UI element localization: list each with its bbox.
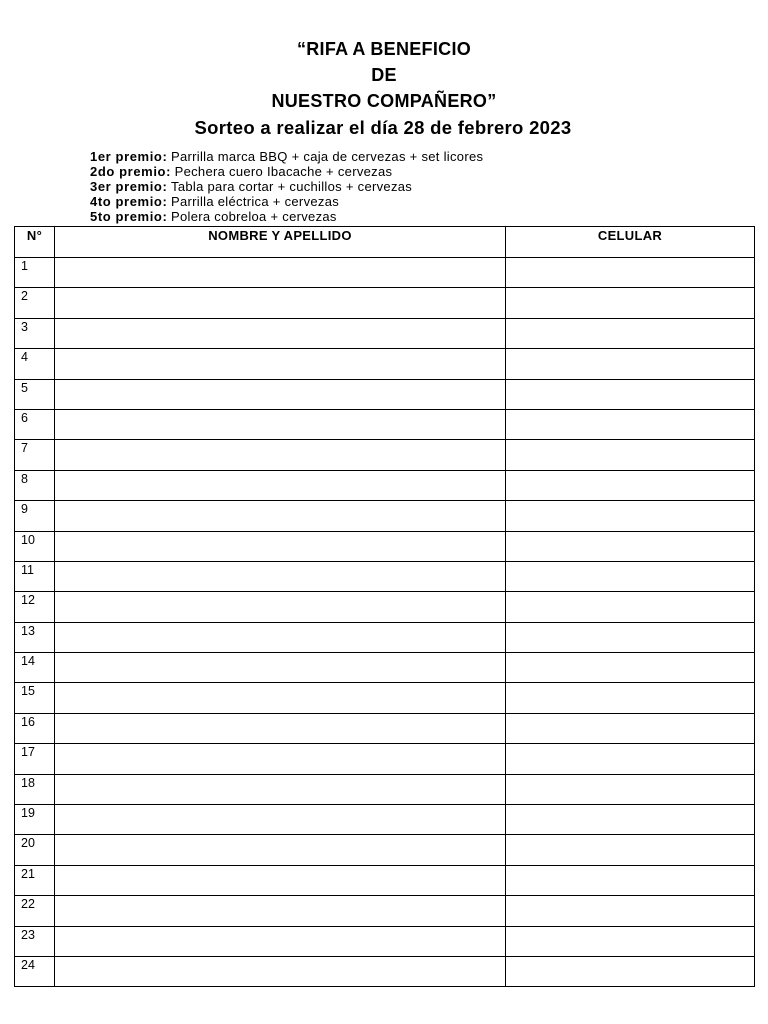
prize-item xyxy=(90,149,483,164)
phone-cell[interactable] xyxy=(506,653,755,683)
prize-label: 2do premio: xyxy=(90,164,171,179)
phone-cell[interactable] xyxy=(506,956,755,986)
prize-description: Parrilla marca BBQ + caja de cervezas + set licores xyxy=(171,149,484,164)
name-cell[interactable] xyxy=(55,683,506,713)
table-row xyxy=(15,926,755,956)
phone-cell[interactable] xyxy=(506,561,755,591)
prize-item xyxy=(90,164,483,179)
name-cell[interactable] xyxy=(55,835,506,865)
row-number: 2 xyxy=(15,288,55,318)
name-cell[interactable] xyxy=(55,531,506,561)
phone-cell[interactable] xyxy=(506,318,755,348)
name-cell[interactable] xyxy=(55,440,506,470)
name-cell[interactable] xyxy=(55,349,506,379)
phone-cell[interactable] xyxy=(506,258,755,288)
name-cell[interactable] xyxy=(55,805,506,835)
table-row xyxy=(15,379,755,409)
row-number: 1 xyxy=(15,258,55,288)
phone-cell[interactable] xyxy=(506,470,755,500)
name-cell[interactable] xyxy=(55,956,506,986)
column-header-number: N° xyxy=(15,227,55,258)
table-row xyxy=(15,713,755,743)
row-number: 18 xyxy=(15,774,55,804)
name-cell[interactable] xyxy=(55,653,506,683)
name-cell[interactable] xyxy=(55,774,506,804)
table-row xyxy=(15,835,755,865)
table-row xyxy=(15,470,755,500)
row-number: 9 xyxy=(15,501,55,531)
phone-cell[interactable] xyxy=(506,531,755,561)
row-number: 15 xyxy=(15,683,55,713)
table-row xyxy=(15,501,755,531)
row-number: 8 xyxy=(15,470,55,500)
phone-cell[interactable] xyxy=(506,926,755,956)
phone-cell[interactable] xyxy=(506,896,755,926)
name-cell[interactable] xyxy=(55,501,506,531)
phone-cell[interactable] xyxy=(506,288,755,318)
prize-description: Parrilla eléctrica + cervezas xyxy=(171,194,340,209)
column-header-phone: CELULAR xyxy=(506,227,755,258)
table-row xyxy=(15,440,755,470)
row-number: 12 xyxy=(15,592,55,622)
row-number: 20 xyxy=(15,835,55,865)
name-cell[interactable] xyxy=(55,318,506,348)
phone-cell[interactable] xyxy=(506,379,755,409)
table-row xyxy=(15,956,755,986)
table-row xyxy=(15,349,755,379)
table-row xyxy=(15,409,755,439)
row-number: 5 xyxy=(15,379,55,409)
row-number: 17 xyxy=(15,744,55,774)
row-number: 6 xyxy=(15,409,55,439)
row-number: 23 xyxy=(15,926,55,956)
prize-label: 1er premio: xyxy=(90,149,168,164)
prize-item xyxy=(90,209,483,224)
row-number: 11 xyxy=(15,561,55,591)
phone-cell[interactable] xyxy=(506,592,755,622)
phone-cell[interactable] xyxy=(506,744,755,774)
table-row xyxy=(15,288,755,318)
name-cell[interactable] xyxy=(55,409,506,439)
prize-label: 3er premio: xyxy=(90,179,168,194)
phone-cell[interactable] xyxy=(506,501,755,531)
name-cell[interactable] xyxy=(55,592,506,622)
phone-cell[interactable] xyxy=(506,865,755,895)
table-row xyxy=(15,318,755,348)
name-cell[interactable] xyxy=(55,622,506,652)
table-row xyxy=(15,258,755,288)
raffle-table-body xyxy=(15,258,755,987)
phone-cell[interactable] xyxy=(506,349,755,379)
row-number: 19 xyxy=(15,805,55,835)
row-number: 24 xyxy=(15,956,55,986)
table-header-row xyxy=(15,227,755,258)
table-row xyxy=(15,531,755,561)
title-line-1: “RIFA A BENEFICIO xyxy=(296,39,472,59)
name-cell[interactable] xyxy=(55,561,506,591)
phone-cell[interactable] xyxy=(506,774,755,804)
title-line-3: NUESTRO COMPAÑERO” xyxy=(271,91,497,111)
title-line-2: DE xyxy=(371,65,397,85)
prize-description: Polera cobreloa + cervezas xyxy=(171,209,337,224)
table-row xyxy=(15,865,755,895)
name-cell[interactable] xyxy=(55,896,506,926)
prize-label: 5to premio: xyxy=(90,209,168,224)
table-row xyxy=(15,896,755,926)
name-cell[interactable] xyxy=(55,379,506,409)
prize-label: 4to premio: xyxy=(90,194,168,209)
name-cell[interactable] xyxy=(55,288,506,318)
prize-item xyxy=(90,179,483,194)
row-number: 13 xyxy=(15,622,55,652)
row-number: 21 xyxy=(15,865,55,895)
name-cell[interactable] xyxy=(55,865,506,895)
name-cell[interactable] xyxy=(55,744,506,774)
table-row xyxy=(15,774,755,804)
name-cell[interactable] xyxy=(55,713,506,743)
table-row xyxy=(15,561,755,591)
phone-cell[interactable] xyxy=(506,683,755,713)
column-header-name: NOMBRE Y APELLIDO xyxy=(55,227,506,258)
document-header xyxy=(0,36,768,140)
prize-item xyxy=(90,194,483,209)
row-number: 4 xyxy=(15,349,55,379)
row-number: 22 xyxy=(15,896,55,926)
row-number: 10 xyxy=(15,531,55,561)
prize-list xyxy=(90,149,483,224)
row-number: 14 xyxy=(15,653,55,683)
phone-cell[interactable] xyxy=(506,409,755,439)
phone-cell[interactable] xyxy=(506,835,755,865)
row-number: 16 xyxy=(15,713,55,743)
row-number: 3 xyxy=(15,318,55,348)
table-row xyxy=(15,683,755,713)
table-row xyxy=(15,744,755,774)
name-cell[interactable] xyxy=(55,926,506,956)
phone-cell[interactable] xyxy=(506,440,755,470)
name-cell[interactable] xyxy=(55,258,506,288)
table-row xyxy=(15,592,755,622)
raffle-table xyxy=(14,226,755,987)
row-number: 7 xyxy=(15,440,55,470)
table-row xyxy=(15,622,755,652)
phone-cell[interactable] xyxy=(506,713,755,743)
prize-description: Pechera cuero Ibacache + cervezas xyxy=(174,164,393,179)
prize-description: Tabla para cortar + cuchillos + cervezas xyxy=(171,179,413,194)
table-row xyxy=(15,653,755,683)
phone-cell[interactable] xyxy=(506,805,755,835)
table-row xyxy=(15,805,755,835)
name-cell[interactable] xyxy=(55,470,506,500)
phone-cell[interactable] xyxy=(506,622,755,652)
draw-date-subtitle: Sorteo a realizar el día 28 de febrero 2023 xyxy=(194,117,572,138)
